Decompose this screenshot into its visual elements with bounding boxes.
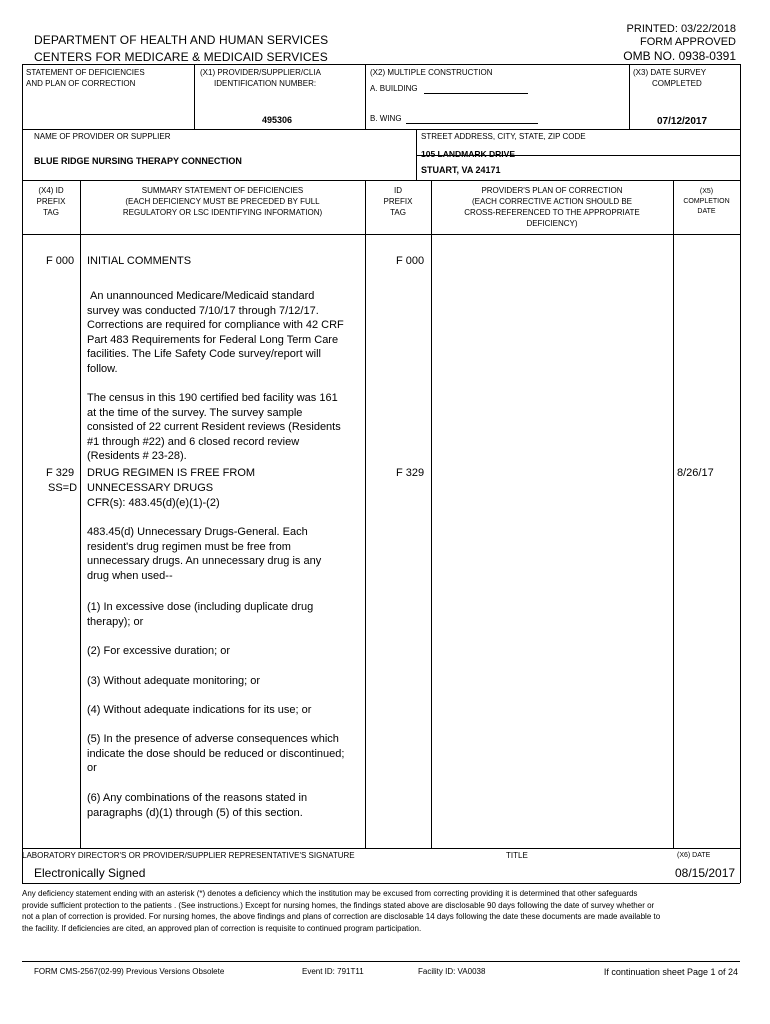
x1-label-2: IDENTIFICATION NUMBER: [214,79,317,88]
x3-label-2: COMPLETED [652,79,702,88]
id-header-3: TAG [390,208,406,217]
reason-3: (3) Without adequate monitoring; or [87,675,261,687]
f329-title-1: DRUG REGIMEN IS FREE FROM [87,467,256,479]
department-name: DEPARTMENT OF HEALTH AND HUMAN SERVICES [34,33,329,47]
initial-comments-heading: INITIAL COMMENTS [87,255,192,267]
plan-header-3: CROSS-REFERENCED TO THE APPROPRIATE [464,208,640,217]
city-state-zip: STUART, VA 24171 [421,165,501,175]
id-tag-f329: F 329 [396,467,425,479]
plan-header-2: (EACH CORRECTIVE ACTION SHOULD BE [471,197,633,206]
reason-2: (2) For excessive duration; or [87,645,231,657]
rule-right [740,64,741,883]
form-number: FORM CMS-2567(02-99) Previous Versions Obsolete [34,967,225,976]
statement-label-1: STATEMENT OF DEFICIENCIES [26,68,145,77]
electronic-signature: Electronically Signed [34,866,146,880]
centers-name: CENTERS FOR MEDICARE & MEDICAID SERVICES [34,50,328,64]
rule-provider-bottom [22,180,740,181]
x1-label-1: (X1) PROVIDER/SUPPLIER/CLIA [200,68,321,77]
x5-header-2: COMPLETION [683,198,730,205]
unnecessary-drugs-paragraph: 483.45(d) Unnecessary Drugs-General. Each resident's drug regimen must be free from unnecessary drugs. An unnecessary drug is any drug when used-- [87,526,322,582]
event-id: Event ID: 791T11 [302,967,364,976]
page-indicator: If continuation sheet Page 1 of 24 [603,967,738,977]
provider-name-label: NAME OF PROVIDER OR SUPPLIER [34,132,171,141]
x2-label: (X2) MULTIPLE CONSTRUCTION [370,68,493,77]
form-approved: FORM APPROVED [640,36,736,48]
signature-label: LABORATORY DIRECTOR'S OR PROVIDER/SUPPLIER REPRESENTATIVE'S SIGNATURE [22,851,355,860]
reason-5: (5) In the presence of adverse consequences which indicate the dose should be reduced or discontinued; or [87,733,345,774]
rule-x2 [365,64,366,129]
provider-name: BLUE RIDGE NURSING THERAPY CONNECTION [34,156,242,166]
completion-date: 8/26/17 [677,467,714,479]
summary-header-1: SUMMARY STATEMENT OF DEFICIENCIES [141,186,304,195]
x4-header-2: PREFIX [36,197,66,206]
prefix-tag-f329: F 329 [46,467,75,479]
id-header-2: PREFIX [383,197,413,206]
rule-col-plan [431,180,432,848]
scope-severity: SS=D [48,482,78,494]
rule-signature-bottom [22,883,740,884]
rule-col-completion [673,180,674,848]
x4-header-3: TAG [43,208,59,217]
summary-header-3: REGULATORY OR LSC IDENTIFYING INFORMATION) [122,208,323,217]
x6-date-label: (X6) DATE [677,852,711,859]
statement-label-2: AND PLAN OF CORRECTION [26,79,136,88]
wing-label: B. WING [370,114,402,123]
wing-line [406,123,538,124]
rule-body-bottom [22,848,740,849]
building-label: A. BUILDING [370,84,418,93]
signature-date: 08/15/2017 [675,866,736,880]
printed-date: PRINTED: 03/22/2018 [626,23,736,35]
building-line [424,93,528,94]
x5-header-1: (X5) [699,188,714,195]
rule-box1-bottom [22,129,740,130]
id-header-1: ID [394,186,402,195]
rule-column-header-bottom [22,234,740,235]
reason-1: (1) In excessive dose (including duplicate drug therapy); or [87,601,314,628]
plan-header-1: PROVIDER'S PLAN OF CORRECTION [481,186,623,195]
disclosure-footnote: Any deficiency statement ending with an asterisk (*) denotes a deficiency which the institution may be excused from correcting providing it is determined that other safeguards provide sufficient protection to the patients . (See instructions.) Except for nursing homes, the findings stated above are disclosable 90 days following the date of survey whether or not a plan of correction is provided. For nursing homes, the above findings and plans of correction are disclosable 14 days following the date these documents are made available to the facility. If deficiencies are cited, an approved plan of correction is requisite to continued program participation. [22,889,661,933]
street-address: 105 LANDMARK DRIVE [421,149,515,159]
omb-number: OMB NO. 0938-0391 [623,49,736,63]
summary-header-2: (EACH DEFICIENCY MUST BE PRECEDED BY FULL [125,197,320,206]
census-paragraph: The census in this 190 certified bed facility was 161 at the time of the survey. The survey sample consisted of 22 current Resident reviews (Residents #1 through #22) and 6 closed record review (Residents # 23-28). [87,392,341,462]
survey-date: 07/12/2017 [657,116,708,127]
f329-title-2: UNNECESSARY DRUGS [87,482,214,494]
survey-paragraph: An unannounced Medicare/Medicaid standard survey was conducted 7/10/17 through 7/12/17. Corrections are required for compliance with 42 CRF Part 483 Requirements for Federal Long Term Care facilities. The Life Safety Code survey/report will follow. [87,290,344,375]
x3-label-1: (X3) DATE SURVEY [633,68,707,77]
rule-col-id [365,180,366,848]
reason-4: (4) Without adequate indications for its use; or [87,704,312,716]
reason-6: (6) Any combinations of the reasons stated in paragraphs (d)(1) through (5) of this section. [87,792,308,819]
provider-number: 495306 [262,115,293,125]
plan-header-4: DEFICIENCY) [526,219,578,228]
x5-header-3: DATE [697,208,716,215]
facility-id: Facility ID: VA0038 [418,967,486,976]
prefix-tag-f000: F 000 [46,255,75,267]
rule-top [22,64,740,65]
id-tag-f000: F 000 [396,255,425,267]
address-label: STREET ADDRESS, CITY, STATE, ZIP CODE [421,132,586,141]
rule-footnote-bottom [22,961,740,962]
title-label: TITLE [506,851,528,860]
rule-x1 [194,64,195,129]
cfr-reference: CFR(s): 483.45(d)(e)(1)-(2) [87,497,220,509]
rule-col-prefix [80,180,81,848]
x4-header-1: (X4) ID [38,186,64,195]
rule-x3 [629,64,630,129]
